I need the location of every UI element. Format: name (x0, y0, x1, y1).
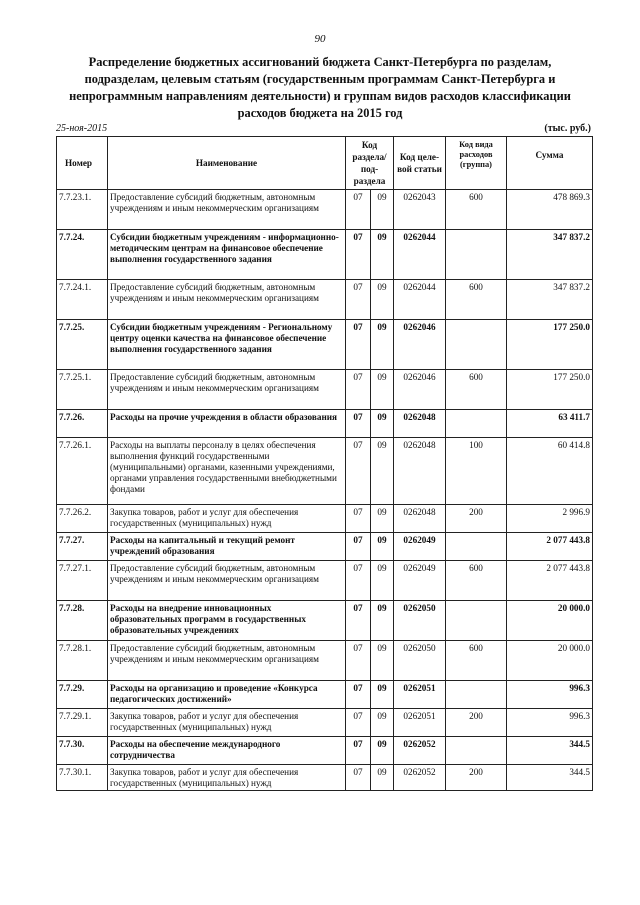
row-number: 7.7.29. (57, 681, 108, 709)
row-target-code: 0262049 (394, 561, 446, 601)
table-row (57, 737, 593, 765)
row-target-code: 0262051 (394, 709, 446, 737)
row-section-code: 07 (346, 765, 371, 791)
row-subsection-code: 09 (371, 320, 394, 370)
header-section: Код раздела/ под-раздела (346, 137, 394, 190)
row-target-code: 0262049 (394, 533, 446, 561)
row-sum: 347 837.2 (507, 280, 593, 320)
table-row (57, 561, 593, 601)
row-sum: 347 837.2 (507, 230, 593, 280)
row-type-code (446, 737, 507, 765)
row-target-code: 0262048 (394, 505, 446, 533)
row-target-code: 0262050 (394, 641, 446, 681)
row-section-code: 07 (346, 320, 371, 370)
document-date: 25-ноя-2015 (56, 123, 108, 134)
row-subsection-code: 09 (371, 410, 394, 438)
table-row (57, 230, 593, 280)
row-number: 7.7.27.1. (57, 561, 108, 601)
row-type-code: 600 (446, 641, 507, 681)
row-sum: 996.3 (507, 681, 593, 709)
row-name: Закупка товаров, работ и услуг для обеспечения государственных (муниципальных) нужд (108, 709, 346, 737)
row-name: Расходы на внедрение инновационных образовательных программ в государственных образовательных учреждениях (108, 601, 346, 641)
header-sum: Сумма (507, 137, 593, 190)
row-subsection-code: 09 (371, 438, 394, 505)
row-section-code: 07 (346, 505, 371, 533)
row-type-code (446, 230, 507, 280)
row-sum: 2 077 443.8 (507, 533, 593, 561)
row-type-code: 100 (446, 438, 507, 505)
row-name: Расходы на организацию и проведение «Конкурса педагогических достижений» (108, 681, 346, 709)
row-sum: 2 996.9 (507, 505, 593, 533)
page-number: 90 (314, 33, 326, 45)
table-row (57, 320, 593, 370)
row-target-code: 0262050 (394, 601, 446, 641)
row-name: Предоставление субсидий бюджетным, автономным учреждениям и иным некоммерческим организациям (108, 370, 346, 410)
header-number: Номер (57, 137, 108, 190)
row-subsection-code: 09 (371, 641, 394, 681)
row-number: 7.7.26.1. (57, 438, 108, 505)
row-name: Закупка товаров, работ и услуг для обеспечения государственных (муниципальных) нужд (108, 505, 346, 533)
document-title: Распределение бюджетных ассигнований бюджета Санкт-Петербурга по разделам, подразделам, целевым статьям (государственным программам Санкт-Петербурга и непрограммным направлениям деятельности) и группам видов расходов классификации расходов бюджета на 2015 год (69, 55, 571, 120)
row-target-code: 0262044 (394, 280, 446, 320)
row-name: Субсидии бюджетным учреждениям - информационно-методическим центрам на финансовое обеспечение выполнения государственного задания (108, 230, 346, 280)
row-target-code: 0262048 (394, 438, 446, 505)
table-row (57, 280, 593, 320)
row-sum: 478 869.3 (507, 190, 593, 230)
table-row (57, 438, 593, 505)
row-type-code (446, 410, 507, 438)
row-subsection-code: 09 (371, 561, 394, 601)
row-sum: 177 250.0 (507, 320, 593, 370)
row-section-code: 07 (346, 410, 371, 438)
row-type-code: 600 (446, 370, 507, 410)
row-subsection-code: 09 (371, 280, 394, 320)
row-target-code: 0262051 (394, 681, 446, 709)
row-number: 7.7.25.1. (57, 370, 108, 410)
row-name: Предоставление субсидий бюджетным, автономным учреждениям и иным некоммерческим организациям (108, 190, 346, 230)
row-subsection-code: 09 (371, 601, 394, 641)
table-row (57, 190, 593, 230)
row-number: 7.7.24.1. (57, 280, 108, 320)
row-sum: 2 077 443.8 (507, 561, 593, 601)
table-row (57, 533, 593, 561)
row-target-code: 0262048 (394, 410, 446, 438)
row-number: 7.7.24. (57, 230, 108, 280)
row-sum: 63 411.7 (507, 410, 593, 438)
table-row (57, 765, 593, 791)
table-row (57, 505, 593, 533)
row-name: Предоставление субсидий бюджетным, автономным учреждениям и иным некоммерческим организациям (108, 641, 346, 681)
table-row (57, 370, 593, 410)
table-row (57, 601, 593, 641)
row-number: 7.7.25. (57, 320, 108, 370)
row-section-code: 07 (346, 370, 371, 410)
row-number: 7.7.30.1. (57, 765, 108, 791)
row-name: Закупка товаров, работ и услуг для обеспечения государственных (муниципальных) нужд (108, 765, 346, 791)
row-number: 7.7.26.2. (57, 505, 108, 533)
row-sum: 344.5 (507, 737, 593, 765)
row-name: Расходы на прочие учреждения в области образования (108, 410, 346, 438)
row-subsection-code: 09 (371, 709, 394, 737)
budget-table (56, 136, 593, 791)
table-row (57, 410, 593, 438)
table-row (57, 641, 593, 681)
row-section-code: 07 (346, 561, 371, 601)
row-subsection-code: 09 (371, 765, 394, 791)
row-sum: 996.3 (507, 709, 593, 737)
table-body (57, 190, 593, 791)
row-name: Расходы на обеспечение международного сотрудничества (108, 737, 346, 765)
row-subsection-code: 09 (371, 505, 394, 533)
row-section-code: 07 (346, 533, 371, 561)
row-target-code: 0262046 (394, 370, 446, 410)
row-number: 7.7.23.1. (57, 190, 108, 230)
row-name: Субсидии бюджетным учреждениям - Региональному центру оценки качества на финансовое обеспечение выполнения государственного задания (108, 320, 346, 370)
row-section-code: 07 (346, 709, 371, 737)
table-header-row (57, 137, 593, 190)
row-type-code (446, 601, 507, 641)
row-type-code (446, 681, 507, 709)
row-section-code: 07 (346, 230, 371, 280)
row-section-code: 07 (346, 438, 371, 505)
row-number: 7.7.29.1. (57, 709, 108, 737)
row-subsection-code: 09 (371, 230, 394, 280)
table-row (57, 681, 593, 709)
row-sum: 344.5 (507, 765, 593, 791)
row-type-code: 200 (446, 709, 507, 737)
row-number: 7.7.28. (57, 601, 108, 641)
row-sum: 20 000.0 (507, 641, 593, 681)
table-row (57, 709, 593, 737)
row-type-code: 600 (446, 190, 507, 230)
row-section-code: 07 (346, 737, 371, 765)
row-type-code (446, 533, 507, 561)
row-target-code: 0262044 (394, 230, 446, 280)
row-subsection-code: 09 (371, 533, 394, 561)
row-type-code: 200 (446, 765, 507, 791)
row-target-code: 0262043 (394, 190, 446, 230)
row-number: 7.7.30. (57, 737, 108, 765)
row-type-code: 600 (446, 561, 507, 601)
row-number: 7.7.28.1. (57, 641, 108, 681)
row-type-code (446, 320, 507, 370)
row-name: Расходы на выплаты персоналу в целях обеспечения выполнения функций государственными (муниципальными) органами, казенными учреждениями, органами управления государственными внебюджетными фондами (108, 438, 346, 505)
row-name: Предоставление субсидий бюджетным, автономным учреждениям и иным некоммерческим организациям (108, 280, 346, 320)
row-type-code: 200 (446, 505, 507, 533)
row-section-code: 07 (346, 280, 371, 320)
row-name: Предоставление субсидий бюджетным, автономным учреждениям и иным некоммерческим организациям (108, 561, 346, 601)
row-number: 7.7.27. (57, 533, 108, 561)
row-number: 7.7.26. (57, 410, 108, 438)
row-subsection-code: 09 (371, 737, 394, 765)
header-target: Код целе-вой статьи (394, 137, 446, 190)
row-subsection-code: 09 (371, 681, 394, 709)
row-sum: 60 414.8 (507, 438, 593, 505)
row-subsection-code: 09 (371, 370, 394, 410)
units-label: (тыс. руб.) (544, 123, 591, 134)
row-target-code: 0262052 (394, 737, 446, 765)
header-name: Наименование (108, 137, 346, 190)
row-type-code: 600 (446, 280, 507, 320)
row-subsection-code: 09 (371, 190, 394, 230)
row-section-code: 07 (346, 601, 371, 641)
header-type: Код вида расходов (группа) (446, 137, 507, 190)
row-target-code: 0262052 (394, 765, 446, 791)
row-section-code: 07 (346, 190, 371, 230)
row-target-code: 0262046 (394, 320, 446, 370)
row-sum: 177 250.0 (507, 370, 593, 410)
row-name: Расходы на капитальный и текущий ремонт учреждений образования (108, 533, 346, 561)
row-sum: 20 000.0 (507, 601, 593, 641)
row-section-code: 07 (346, 681, 371, 709)
row-section-code: 07 (346, 641, 371, 681)
